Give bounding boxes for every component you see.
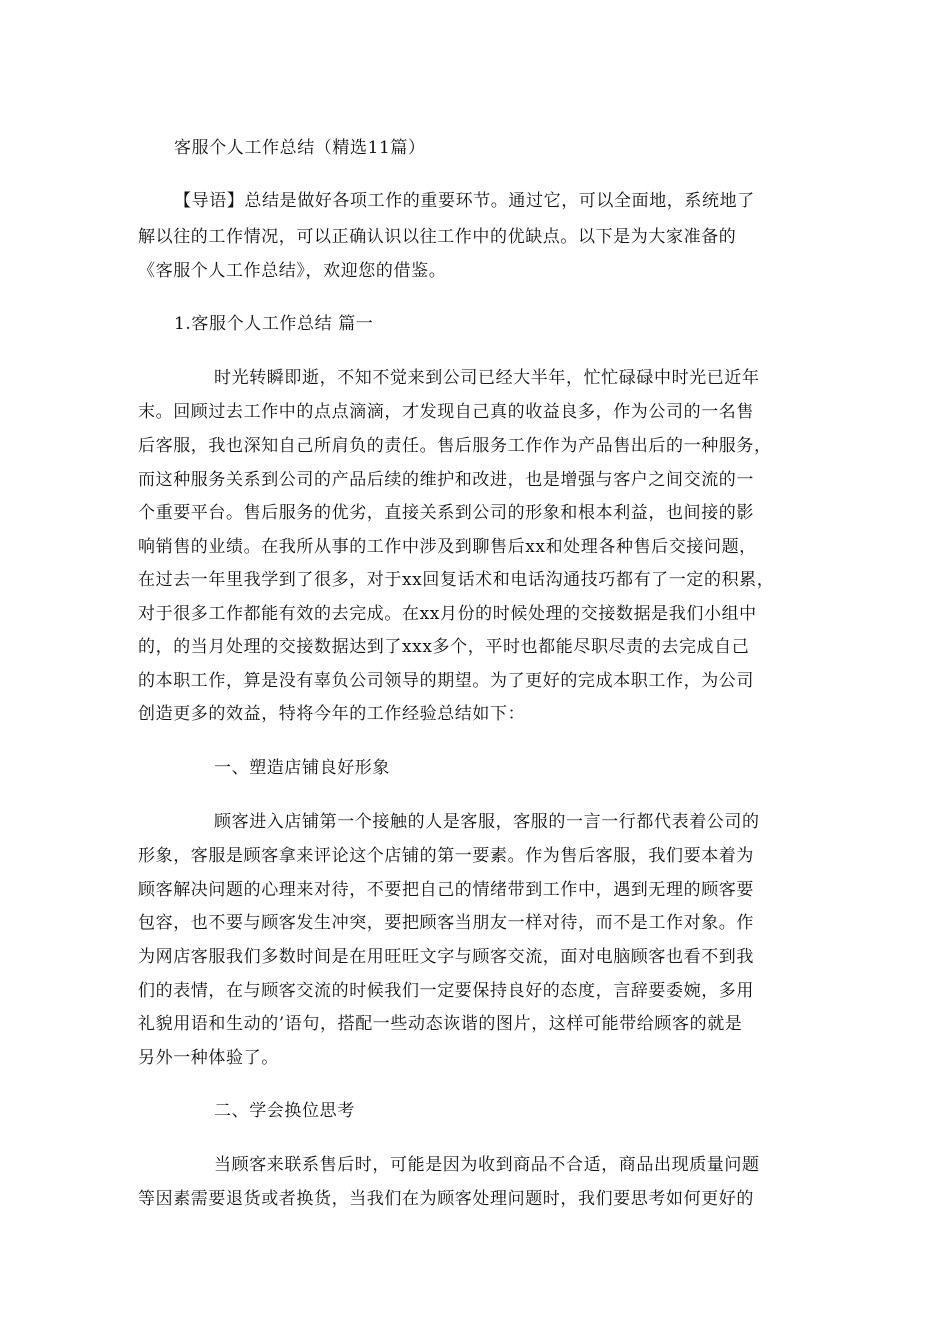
paragraph-line: 个重要平台。售后服务的优劣，直接关系到公司的形象和根本利益，也间接的影 (138, 503, 754, 523)
intro-line: 《客服个人工作总结》，欢迎您的借鉴。 (138, 261, 447, 281)
paragraph-line: 的，的当月处理的交接数据达到了xxx多个，平时也都能尽职尽责的去完成自己 (138, 637, 750, 657)
document-title: 客服个人工作总结（精选11篇） (174, 138, 426, 158)
paragraph-line: 顾客解决问题的心理来对待，不要把自己的情绪带到工作中，遇到无理的顾客要 (138, 880, 754, 900)
section-heading: 一、塑造店铺良好形象 (214, 758, 390, 778)
paragraph-line: 形象，客服是顾客拿来评论这个店铺的第一要素。作为售后客服，我们要本着为 (138, 846, 754, 866)
paragraph-line: 礼貌用语和生动的’语句，搭配一些动态诙谐的图片，这样可能带给顾客的就是 (138, 1014, 743, 1034)
article-heading: 1.客服个人工作总结 篇一 (174, 314, 374, 334)
paragraph-line: 在过去一年里我学到了很多，对于xx回复话术和电话沟通技巧都有了一定的积累， (138, 570, 775, 590)
paragraph-line: 的本职工作，算是没有辜负公司领导的期望。为了更好的完成本职工作，为公司 (138, 671, 754, 691)
paragraph-line: 末。回顾过去工作中的点点滴滴，才发现自己真的收益良多，作为公司的一名售 (138, 402, 754, 422)
paragraph-line: 而这种服务关系到公司的产品后续的维护和改进，也是增强与客户之间交流的一 (138, 470, 754, 490)
intro-line: 解以往的工作情况，可以正确认识以往工作中的优缺点。以下是为大家准备的 (138, 227, 737, 247)
paragraph-line: 创造更多的效益，特将今年的工作经验总结如下： (138, 704, 526, 724)
paragraph-line: 们的表情，在与顾客交流的时候我们一定要保持良好的态度，言辞要委婉，多用 (138, 981, 754, 1001)
section-heading: 二、学会换位思考 (214, 1101, 355, 1121)
paragraph-line: 当顾客来联系售后时，可能是因为收到商品不合适，商品出现质量问题 (214, 1155, 760, 1175)
paragraph-line: 另外一种体验了。 (138, 1048, 279, 1068)
intro-line: 【导语】总结是做好各项工作的重要环节。通过它，可以全面地，系统地了 (174, 191, 755, 211)
paragraph-line: 包容，也不要与顾客发生冲突，要把顾客当朋友一样对待，而不是工作对象。作 (138, 913, 754, 933)
paragraph-line: 时光转瞬即逝，不知不觉来到公司已经大半年，忙忙碌碌中时光已近年 (214, 368, 760, 388)
paragraph-line: 对于很多工作都能有效的去完成。在xx月份的时候处理的交接数据是我们小组中 (138, 604, 757, 624)
paragraph-line: 为网店客服我们多数时间是在用旺旺文字与顾客交流，面对电脑顾客也看不到我 (138, 947, 754, 967)
paragraph-line: 响销售的业绩。在我所从事的工作中涉及到聊售后xx和处理各种售后交接问题， (138, 537, 757, 557)
paragraph-line: 等因素需要退货或者换货，当我们在为顾客处理问题时，我们要思考如何更好的 (138, 1189, 754, 1209)
paragraph-line: 后客服，我也深知自己所肩负的责任。售后服务工作作为产品售出后的一种服务， (138, 436, 772, 456)
paragraph-line: 顾客进入店铺第一个接触的人是客服，客服的一言一行都代表着公司的 (214, 812, 760, 832)
